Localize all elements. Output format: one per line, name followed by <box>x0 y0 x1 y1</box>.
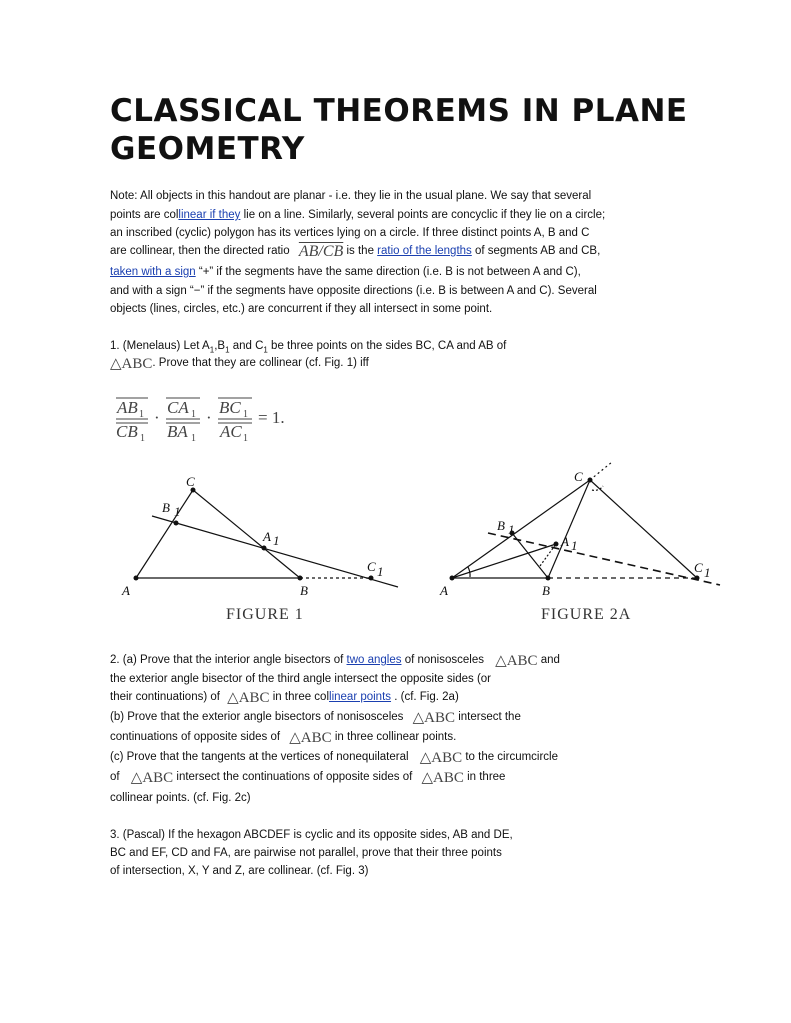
svg-text:AB: AB <box>117 398 138 417</box>
triangle-abc-formula: △ABC <box>495 653 538 669</box>
p1-text-line-2: . Prove that they are collinear (cf. Fig. 1) iff <box>152 357 369 369</box>
note-line-4-b: is the <box>343 245 378 257</box>
svg-text:BC: BC <box>219 398 241 417</box>
fig2-label-c1-sub: 1 <box>704 565 711 580</box>
svg-text:1: 1 <box>139 409 144 420</box>
ratio-of-lengths-link[interactable]: ratio of the lengths <box>377 245 472 257</box>
note-line-5-b: “+” if the segments have the same direction (i.e. B is not between A and C), <box>195 266 581 278</box>
p2-c1-text: (c) Prove that the tangents at the vertices of nonequilateral <box>110 751 409 763</box>
triangle-abc-formula: △ABC <box>227 690 270 706</box>
p2-b1-text: (b) Prove that the exterior angle bisectors of nonisosceles <box>110 711 404 723</box>
p2-b-line-2 <box>110 730 456 745</box>
p1-text-d: be three points on the sides BC, CA and AB of <box>267 340 507 352</box>
svg-text:BA: BA <box>167 422 188 441</box>
fig2-label-c1: C <box>694 560 703 575</box>
triangle-abc-formula: △ABC <box>419 750 463 766</box>
fig1-label-a1: A <box>263 529 271 544</box>
p2-a1-text: 2. (a) Prove that the interior angle bisectors of <box>110 654 347 666</box>
fig1-label-a: A <box>122 583 130 598</box>
p1-sub-3: 1 <box>263 345 268 355</box>
p2-a-line-1 <box>110 653 560 668</box>
figure-2a <box>452 462 720 585</box>
p1-text-c: and C <box>229 340 264 352</box>
taken-with-sign-link[interactable]: taken with a sign <box>110 266 196 278</box>
p2-b2-text: continuations of opposite sides of <box>110 731 281 743</box>
fig1-label-b: B <box>300 583 308 598</box>
fig2-label-b1: B <box>497 518 505 533</box>
note-line-2-a: points are col <box>110 209 179 221</box>
fig2-label-b: B <box>542 583 550 598</box>
p2-a1-text-c: and <box>540 654 560 666</box>
svg-text:1: 1 <box>140 433 145 444</box>
p2-b2-text-b: in three collinear points. <box>334 731 457 743</box>
fig2-label-c: C <box>574 469 583 484</box>
p2-c1-text-b: to the circumcircle <box>465 751 559 763</box>
svg-text:1: 1 <box>191 409 196 420</box>
p2-a1-text-b: of nonisosceles <box>401 654 484 666</box>
p2-c2-text: of <box>110 771 120 783</box>
fig1-label-b1-sub: 1 <box>174 504 181 519</box>
p3-line-3: of intersection, X, Y and Z, are collinear. (cf. Fig. 3) <box>110 865 369 877</box>
fig1-label-a1-sub: 1 <box>273 533 280 548</box>
p2-c2-text-c: in three <box>467 771 506 783</box>
svg-text:CA: CA <box>167 398 189 417</box>
note-line-2-b: lie on a line. Similarly, several points are concyclic if they lie on a circle; <box>240 209 606 221</box>
fig2-label-a1-sub: 1 <box>571 538 578 553</box>
linear-points-link[interactable]: linear points <box>329 691 392 703</box>
svg-text:CB: CB <box>116 422 138 441</box>
two-angles-link[interactable]: two angles <box>346 654 402 666</box>
p1-sub-1: 1 <box>209 345 215 355</box>
svg-text:·: · <box>206 408 212 427</box>
p1-text-a: 1. (Menelaus) Let A <box>110 340 210 352</box>
note-line-4-c: of segments AB and CB, <box>471 245 601 257</box>
directed-ratio-formula: AB/CB <box>298 243 344 260</box>
fig2-label-b1-sub: 1 <box>508 522 515 537</box>
fig1-label-c1-sub: 1 <box>377 564 384 579</box>
p2-c2-text-b: intersect the continuations of opposite sides of <box>176 771 413 783</box>
svg-text:AC: AC <box>220 422 242 441</box>
p2-a-line-3 <box>110 690 459 705</box>
p2-c-line-1 <box>110 750 558 765</box>
figure-2a-points <box>450 478 700 581</box>
svg-text:1: 1 <box>243 409 248 420</box>
p2-b-line-1 <box>110 710 521 725</box>
fig2-label-a: A <box>440 583 448 598</box>
figure-2a-caption: FIGURE 2A <box>541 606 632 623</box>
note-line-4-a: are collinear, then the directed ratio <box>110 245 290 257</box>
triangle-abc-formula: △ABC <box>421 770 464 786</box>
p2-a3-text: their continuations) of <box>110 691 220 703</box>
triangle-abc-formula: △ABC <box>130 770 174 786</box>
fig1-label-c: C <box>186 474 195 489</box>
note-line-1: Note: All objects in this handout are planar - i.e. they lie in the usual plane. We say that several <box>110 190 592 202</box>
p3-line-1: 3. (Pascal) If the hexagon ABCDEF is cyclic and its opposite sides, AB and DE, <box>110 829 513 841</box>
triangle-abc-formula: △ABC <box>412 710 455 726</box>
p2-b1-text-b: intersect the <box>458 711 521 723</box>
note-line-7: objects (lines, circles, etc.) are concurrent if they all intersect in some point. <box>110 303 493 315</box>
svg-text:·: · <box>154 408 160 427</box>
fig2-label-a1: A <box>561 534 569 549</box>
figure-1-caption: FIGURE 1 <box>226 606 304 623</box>
p2-a3-text-c: . (cf. Fig. 2a) <box>391 691 459 703</box>
p2-c-line-2 <box>110 770 505 785</box>
collinear-link[interactable]: linear if they <box>178 209 241 221</box>
triangle-abc-formula: △ABC <box>110 356 153 372</box>
p1-sub-2: 1 <box>225 345 230 355</box>
svg-text:1: 1 <box>243 433 248 444</box>
note-line-6: and with a sign “−” if the segments have opposite directions (i.e. B is between A and C). Several <box>110 285 597 297</box>
p3-line-2: BC and EF, CD and FA, are pairwise not parallel, prove that their three points <box>110 847 502 859</box>
p2-a-line-2: the exterior angle bisector of the third angle intersect the opposite sides (or <box>110 673 491 685</box>
fig1-label-c1: C <box>367 559 376 574</box>
svg-text:1: 1 <box>191 433 196 444</box>
note-line-3: an inscribed (cyclic) polygon has its vertices lying on a circle. If three distinct points A, B and C <box>110 227 590 239</box>
p1-text-b: ,B <box>214 340 226 352</box>
p2-a3-text-b: in three col <box>272 691 330 703</box>
fig1-label-b1: B <box>162 500 170 515</box>
equation-equals-one: = 1. <box>258 408 285 427</box>
triangle-abc-formula: △ABC <box>289 730 332 746</box>
page-title: CLASSICAL THEOREMS IN PLANE GEOMETRY <box>110 93 688 167</box>
p2-c-line-3: collinear points. (cf. Fig. 2c) <box>110 792 251 804</box>
